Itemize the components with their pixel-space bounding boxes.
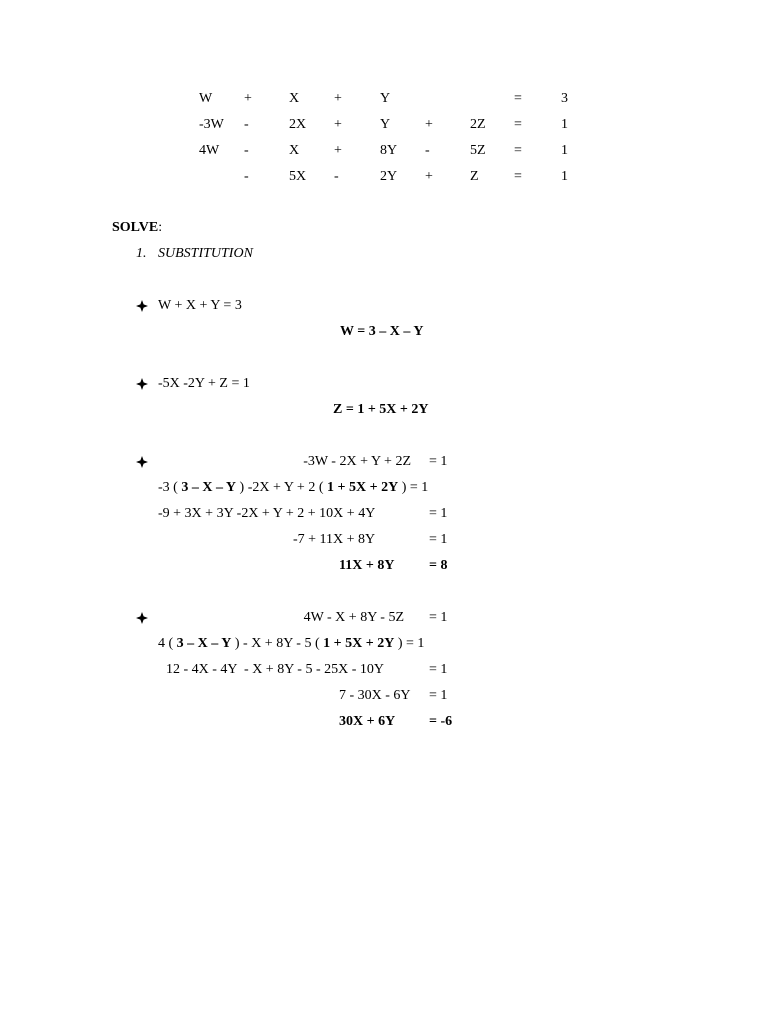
sys-r1-c5: Y — [380, 91, 391, 106]
sys-r1-c2: + — [244, 91, 252, 106]
sys-r3-c8: = — [514, 143, 522, 158]
step4-line2 — [158, 636, 424, 652]
step3-line5-lhs: 11X + 8Y — [339, 558, 395, 573]
step3-line2-a: -3 ( — [158, 480, 182, 495]
sys-r3-c9: 1 — [561, 143, 568, 158]
sys-r1-c1: W — [199, 91, 213, 106]
step1-result: W = 3 – X – Y — [340, 324, 424, 339]
step3-line2-e: ) = 1 — [398, 480, 429, 495]
sys-r3-c6: - — [425, 143, 430, 158]
sys-r1-c9: 3 — [561, 91, 568, 106]
step3-line1-rhs: = 1 — [429, 454, 448, 469]
sys-r2-c3: 2X — [289, 117, 307, 132]
diamond-bullet-icon — [136, 456, 148, 468]
sys-r1-c3: X — [289, 91, 300, 106]
sys-r4-c8: = — [514, 169, 522, 184]
step4-line2-a: 4 ( — [158, 636, 177, 651]
sys-r2-c8: = — [514, 117, 522, 132]
step4-line1-lhs: 4W - X + 8Y - 5Z — [303, 610, 404, 625]
method-label — [136, 246, 253, 262]
solve-heading-colon: : — [158, 220, 163, 235]
step3-line1-lhs: -3W - 2X + Y + 2Z — [303, 454, 411, 469]
diamond-bullet-icon — [136, 300, 148, 312]
step3-line3-rhs: = 1 — [429, 506, 448, 521]
sys-r2-c1: -3W — [199, 117, 224, 132]
sys-r4-c2: - — [244, 169, 249, 184]
sys-r4-c4: - — [334, 169, 339, 184]
step2-result: Z = 1 + 5X + 2Y — [333, 402, 429, 417]
sys-r3-c1: 4W — [199, 143, 220, 158]
step3-line2-c: ) -2X + Y + 2 ( — [236, 480, 327, 495]
sys-r2-c2: - — [244, 117, 249, 132]
method-number: 1. — [136, 246, 147, 261]
solve-heading-text: SOLVE — [112, 220, 159, 235]
sys-r4-c9: 1 — [561, 169, 568, 184]
sys-r2-c7: 2Z — [470, 117, 486, 132]
step4-line3-rhs: = 1 — [429, 662, 448, 677]
step4-line2-b: 3 – X – Y — [176, 636, 232, 651]
solve-heading — [112, 220, 162, 236]
step4-line2-e: ) = 1 — [394, 636, 425, 651]
sys-r1-c8: = — [514, 91, 522, 106]
sys-r3-c4: + — [334, 143, 342, 158]
step4-line4-rhs: = 1 — [429, 688, 448, 703]
method-name: SUBSTITUTION — [158, 246, 253, 261]
step4-line2-d: 1 + 5X + 2Y — [323, 636, 395, 651]
sys-r3-c7: 5Z — [470, 143, 486, 158]
step3-line5-rhs: = 8 — [429, 558, 448, 573]
sys-r4-c7: Z — [470, 169, 479, 184]
sys-r3-c2: - — [244, 143, 249, 158]
step3-line2-b: 3 – X – Y — [181, 480, 237, 495]
sys-r4-c5: 2Y — [380, 169, 398, 184]
sys-r2-c9: 1 — [561, 117, 568, 132]
sys-r4-c3: 5X — [289, 169, 307, 184]
step4-line5-lhs: 30X + 6Y — [339, 714, 396, 729]
step3-line4-rhs: = 1 — [429, 532, 448, 547]
step3-line2 — [158, 480, 428, 496]
sys-r4-c6: + — [425, 169, 433, 184]
step3-line3-lhs: -9 + 3X + 3Y -2X + Y + 2 + 10X + 4Y — [158, 506, 376, 521]
step4-line4-lhs: 7 - 30X - 6Y — [339, 688, 411, 703]
step3-line2-d: 1 + 5X + 2Y — [327, 480, 399, 495]
sys-r1-c4: + — [334, 91, 342, 106]
sys-r2-c6: + — [425, 117, 433, 132]
diamond-bullet-icon — [136, 612, 148, 624]
step4-line5-rhs: = -6 — [429, 714, 453, 729]
step4-line2-c: ) - X + 8Y - 5 ( — [231, 636, 324, 651]
step3-line4-lhs: -7 + 11X + 8Y — [293, 532, 376, 547]
sys-r3-c5: 8Y — [380, 143, 398, 158]
sys-r2-c4: + — [334, 117, 342, 132]
sys-r3-c3: X — [289, 143, 300, 158]
sys-r2-c5: Y — [380, 117, 391, 132]
step1-equation: W + X + Y = 3 — [158, 298, 242, 313]
step4-line1-rhs: = 1 — [429, 610, 448, 625]
step2-equation: -5X -2Y + Z = 1 — [158, 376, 250, 391]
diamond-bullet-icon — [136, 378, 148, 390]
step4-line3-lhs: 12 - 4X - 4Y - X + 8Y - 5 - 25X - 10Y — [166, 662, 384, 677]
